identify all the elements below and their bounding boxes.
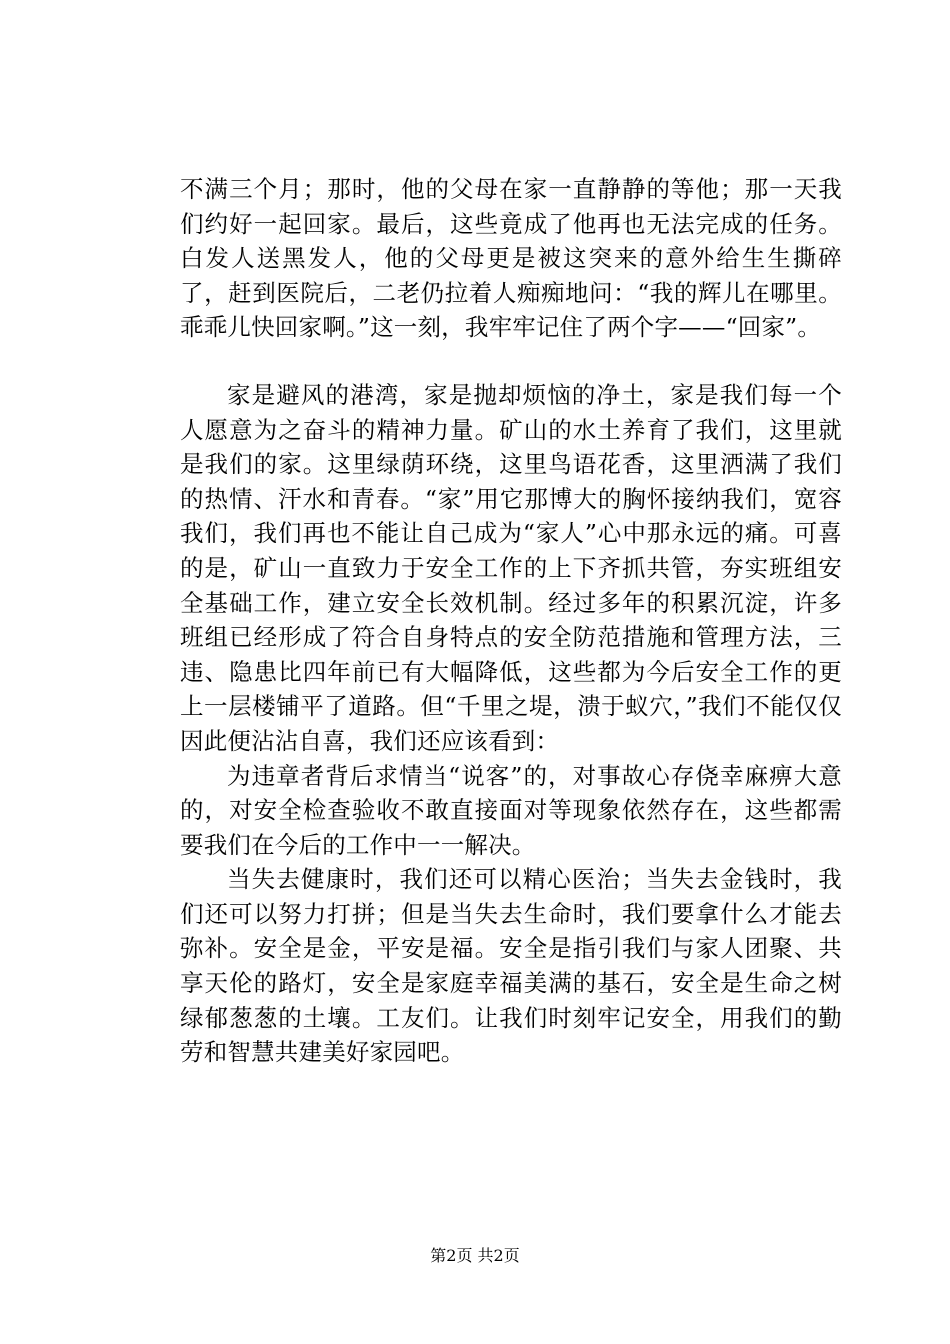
page-footer: 第2页 共2页	[430, 1246, 520, 1265]
paragraph-gap	[180, 345, 842, 378]
document-body	[180, 172, 842, 1070]
paragraph-3: 为违章者背后求情当“说客”的，对事故心存侥幸麻痹大意的，对安全检查验收不敢直接面对等现象依然存在，这些都需要我们在今后的工作中一一解决。	[180, 761, 842, 859]
paragraph-4: 当失去健康时，我们还可以精心医治；当失去金钱时，我们还可以努力打拼；但是当失去生命时，我们要拿什么才能去弥补。安全是金，平安是福。安全是指引我们与家人团聚、共享天伦的路灯，安全是家庭幸福美满的基石，安全是生命之树绿郁葱葱的土壤。工友们。让我们时刻牢记安全，用我们的勤劳和智慧共建美好家园吧。	[180, 865, 842, 1067]
paragraph-2: 家是避风的港湾，家是抛却烦恼的净土，家是我们每一个人愿意为之奋斗的精神力量。矿山的水土养育了我们，这里就是我们的家。这里绿荫环绕，这里鸟语花香，这里洒满了我们的热情、汗水和青春。“家”用它那博大的胸怀接纳我们，宽容我们，我们再也不能让自己成为“家人”心中那永远的痛。可喜的是，矿山一直致力于安全工作的上下齐抓共管，夯实班组安全基础工作，建立安全长效机制。经过多年的积累沉淀，许多班组已经形成了符合自身特点的安全防范措施和管理方法，三违、隐患比四年前已有大幅降低，这些都为今后安全工作的更上一层楼铺平了道路。但“千里之堤，溃于蚁穴，”我们不能仅仅因此便沾沾自喜，我们还应该看到：	[180, 380, 842, 755]
paragraph-1: 不满三个月；那时，他的父母在家一直静静的等他；那一天我们约好一起回家。最后，这些竟成了他再也无法完成的任务。白发人送黑发人，他的父母更是被这突来的意外给生生撕碎了，赶到医院后，二老仍拉着人痴痴地问：“我的辉儿在哪里。乖乖儿快回家啊。”这一刻，我牢牢记住了两个字——“回家”。	[180, 175, 842, 342]
